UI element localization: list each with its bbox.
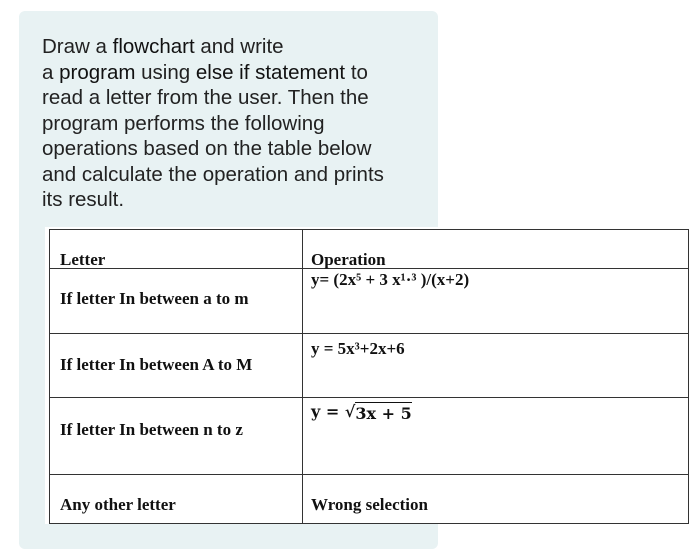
row-letter: If letter In between n to z bbox=[60, 420, 243, 439]
question-line-4: program performs the following bbox=[42, 111, 325, 135]
keyword-else-if: else if statement bbox=[195, 60, 346, 84]
keyword-flowchart: flowchart bbox=[112, 35, 195, 58]
row-letter: If letter In between A to M bbox=[60, 355, 253, 374]
question-line-2: a program using else if statement to bbox=[42, 60, 368, 84]
table-row bbox=[50, 334, 689, 398]
table-row bbox=[50, 475, 689, 524]
question-line-1: Draw a flowchart and write bbox=[42, 35, 284, 58]
row-letter: Any other letter bbox=[60, 495, 176, 514]
question-line-7: its result. bbox=[42, 188, 125, 211]
row-operation: Wrong selection bbox=[311, 495, 428, 514]
header-operation: Operation bbox=[311, 250, 386, 269]
question-line-5: operations based on the table below bbox=[42, 137, 372, 160]
question-line-3: read a letter from the user. Then the bbox=[42, 86, 369, 109]
question-line-6: and calculate the operation and prints bbox=[42, 162, 384, 186]
row-operation: y = √ 3x + 5 bbox=[311, 402, 412, 423]
table-row bbox=[50, 398, 689, 475]
square-root-icon: √ 3x + 5 bbox=[344, 402, 412, 423]
row-operation: y= (2x⁵ + 3 x¹·³ )/(x+2) bbox=[311, 270, 470, 289]
table-header-row bbox=[50, 230, 689, 269]
header-letter: Letter bbox=[60, 250, 106, 269]
table-row bbox=[50, 269, 689, 334]
row-operation: y = 5x³+2x+6 bbox=[311, 339, 405, 358]
operations-table-image bbox=[45, 227, 693, 524]
operations-table bbox=[49, 229, 689, 524]
question-text bbox=[42, 34, 427, 213]
row-letter: If letter In between a to m bbox=[60, 289, 249, 308]
keyword-program: program bbox=[59, 60, 136, 84]
